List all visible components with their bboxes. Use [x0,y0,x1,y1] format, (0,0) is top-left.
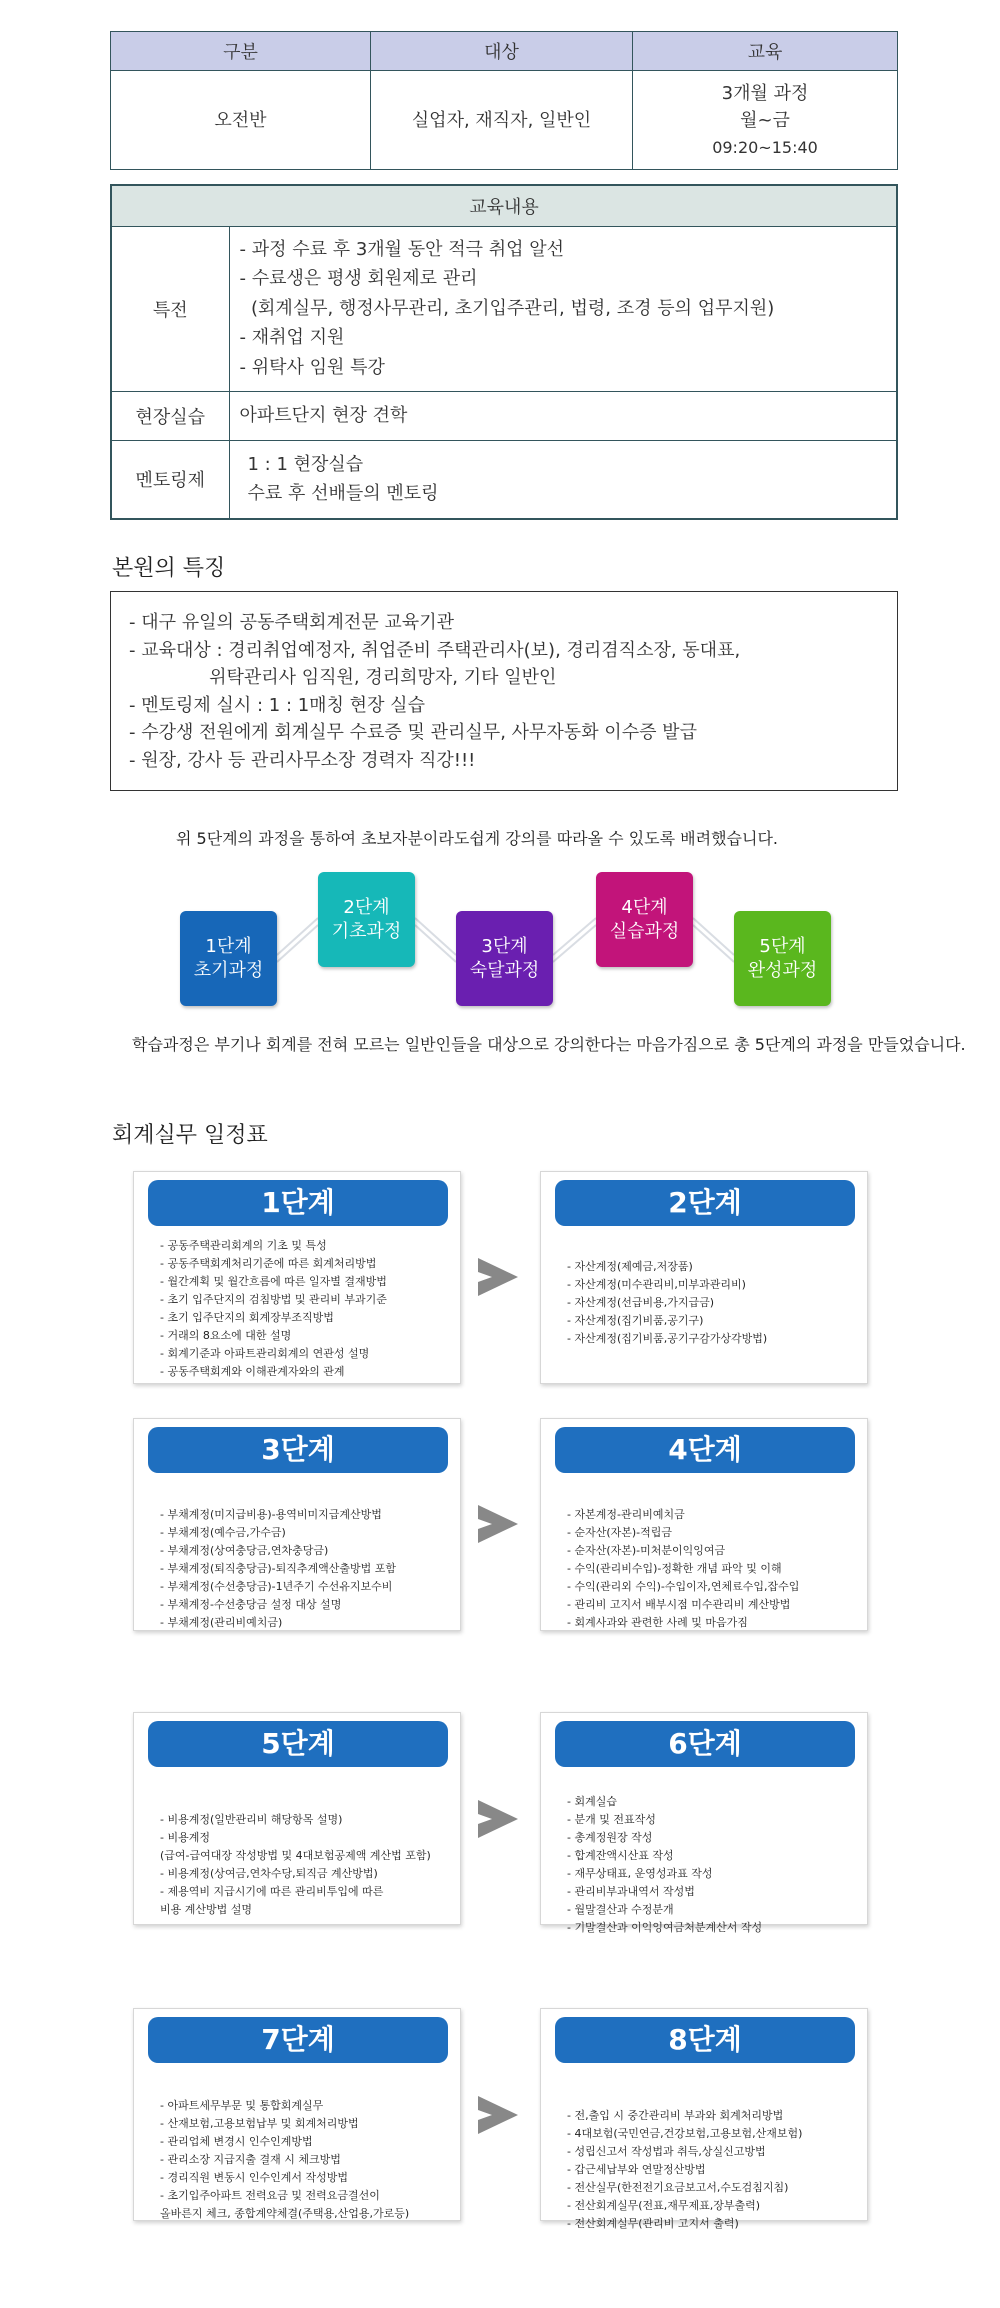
arrow-right-icon [478,1800,518,1838]
features-box [110,591,898,791]
stage-item: - 성립신고서 작성법과 취득,상실신고방법 [567,2145,766,2158]
stage-6-title: 6단계 [555,1721,855,1767]
stage-item: - 자산계정(제예금,저장품) [567,1260,693,1273]
stage-item: - 아파트세무부문 및 통합회계실무 [160,2099,324,2112]
stage-item: - 공동주택회계와 이해관계자와의 관계 [160,1365,345,1378]
row-label-fieldwork: 현장실습 [111,391,229,440]
feature-line: - 수강생 전원에게 회계실무 수료증 및 관리실무, 사무자동화 이수증 발급 [129,722,697,743]
step-2-box [318,872,415,967]
stage-card-8 [540,2008,868,2230]
row-value-benefits [229,226,897,391]
stage-2-title: 2단계 [555,1180,855,1226]
row-value-fieldwork [229,391,897,440]
stage-1-title: 1단계 [148,1180,448,1226]
step-4-label: 실습과정 [609,920,680,942]
stage-item: - 관리비부과내역서 작성법 [567,1885,695,1898]
connector-2-3 [415,918,456,955]
stage-item: - 회계실습 [567,1795,617,1808]
stage-item: - 월간계획 및 월간흐름에 따른 일자별 결재방법 [160,1275,387,1288]
stage-item: - 순자산(자본)-적립금 [567,1526,673,1539]
step-5-number: 5단계 [759,935,806,957]
stage-item: - 자산계정(집기비품,공기구) [567,1314,704,1327]
education-content-table [110,184,898,520]
stage-item: - 초기 입주단지의 회계장부조직방법 [160,1311,334,1324]
fieldwork-line: 아파트단지 현장 견학 [239,404,408,426]
stage-card-2 [540,1171,868,1384]
stage-item: - 순자산(자본)-미처분이익잉여금 [567,1544,726,1557]
stage-item: - 부채계정(미지급비용)-용역비미지급계산방법 [160,1508,382,1521]
stage-card-6 [540,1712,868,1934]
stage-item: - 재무상태표, 운영성과표 작성 [567,1867,713,1880]
step-5-label: 완성과정 [747,959,818,981]
stage-item: - 회계사과와 관련한 사례 및 마음가짐 [567,1616,748,1629]
step-2-label: 기초과정 [331,920,402,942]
stage-8-title: 8단계 [555,2017,855,2063]
connector-4-5 [693,918,734,955]
stage-item: - 초기입주아파트 전력요금 및 전력요금결선이 [160,2189,380,2202]
stage-item: (급여-급여대장 작성방법 및 4대보험공제액 계산법 포함) [160,1849,431,1862]
stage-item: - 분개 및 전표작성 [567,1813,656,1826]
stage-card-3 [133,1418,461,1631]
step-1-label: 초기과정 [193,959,264,981]
stage-card-5 [133,1712,461,1925]
mentoring-line: 수료 후 선배들의 멘토링 [247,483,439,505]
edu-days: 월~금 [740,109,790,131]
benefit-line: - 과정 수료 후 3개월 동안 적극 취업 알선 [239,238,565,260]
stage-item: - 부채계정(수선충당금)-1년주기 수선유지보수비 [160,1580,393,1593]
stage-card-7 [133,2008,461,2221]
cell-type: 오전반 [111,71,371,170]
stage-item: - 총계정원장 작성 [567,1831,653,1844]
stage-item: - 부채계정(관리비예치금) [160,1616,283,1629]
connector-3-4b [553,925,596,962]
stage-item: - 갑근세납부와 연말정산방법 [567,2163,706,2176]
row-value-mentoring [229,440,897,519]
connector-1-2 [277,918,318,955]
stage-item: - 부채계정(퇴직충당금)-퇴직추계액산출방법 포함 [160,1562,397,1575]
stage-item: - 경리직원 변동시 인수인계서 작성방법 [160,2171,348,2184]
stage-item: - 전산회계실무(관리비 고지서 출력) [567,2217,739,2230]
stage-item: - 회계기준과 아파트관리회계의 연관성 설명 [160,1347,370,1360]
header-target: 대상 [371,32,633,71]
connector-2-3b [415,925,456,962]
stage-4-list [567,1506,799,1632]
stage-item: - 4대보험(국민연금,건강보험,고용보험,산재보험) [567,2127,803,2140]
stage-item: - 공동주택회계처리기준에 따른 회계처리방법 [160,1257,377,1270]
stage-1-list [160,1237,387,1381]
arrow-right-icon [478,2096,518,2134]
course-table [110,31,898,170]
stage-4-title: 4단계 [555,1427,855,1473]
stage-7-title: 7단계 [148,2017,448,2063]
feature-line: - 원장, 강사 등 관리사무소장 경력자 직강!!! [129,749,476,771]
stage-item: - 관리비 고지서 배부시점 미수관리비 계산방법 [567,1598,791,1611]
stage-2-list [567,1258,767,1348]
stage-3-list [160,1506,396,1632]
connector-4-5b [693,925,734,962]
stage-item: - 비용계정(일반관리비 해당항목 설명) [160,1813,343,1826]
feature-line: 위탁관리사 임직원, 경리희망자, 기타 일반인 [129,667,557,688]
mentoring-line: 1 : 1 현장실습 [247,453,364,475]
feature-line: - 멘토링제 실시 : 1 : 1매칭 현장 실습 [129,694,425,716]
connector-1-2b [277,925,318,962]
stage-item: 올바른지 체크, 종합계약체결(주택용,산업용,가로등) [160,2207,410,2220]
stage-item: - 부채계정(예수금,가수금) [160,1526,286,1539]
arrow-right-icon [478,1505,518,1543]
step-5-box [734,911,831,1006]
step-3-label: 숙달과정 [469,959,540,981]
step-4-number: 4단계 [621,896,668,918]
steps-caption-bottom: 학습과정은 부기나 회계를 전혀 모르는 일반인들을 대상으로 강의한다는 마음가짐으로 총 5단계의 과정을 만들었습니다. [132,1035,966,1054]
feature-line: - 대구 유일의 공동주택회계전문 교육기관 [129,612,454,633]
stage-8-list [567,2107,802,2233]
stage-item: - 공동주택관리회계의 기초 및 특성 [160,1239,327,1252]
step-3-number: 3단계 [481,935,528,957]
stage-3-title: 3단계 [148,1427,448,1473]
education-content-header: 교육내용 [111,185,897,226]
step-1-number: 1단계 [205,935,252,957]
stage-item: - 부채계정(상여충당금,연차충당금) [160,1544,329,1557]
steps-caption-top: 위 5단계의 과정을 통하여 초보자분이라도쉽게 강의를 따라올 수 있도록 배려했습니다. [176,829,778,848]
stage-item: - 산재보험,고용보험납부 및 회계처리방법 [160,2117,359,2130]
stage-item: - 전,출입 시 중간관리비 부과와 회계처리방법 [567,2109,784,2122]
stage-item: - 비용계정(상여금,연차수당,퇴직금 계산방법) [160,1867,378,1880]
header-type: 구분 [111,32,371,71]
stage-item: - 부채계정-수선충당금 설정 대상 설명 [160,1598,342,1611]
edu-duration: 3개월 과정 [721,82,809,104]
stage-item: - 수익(관리외 수익)-수입이자,연체료수입,잡수입 [567,1580,800,1593]
stage-5-title: 5단계 [148,1721,448,1767]
stage-item: - 자본계정-관리비예치금 [567,1508,685,1521]
stage-item: - 관리소장 지급지출 결재 시 체크방법 [160,2153,341,2166]
connector-3-4 [553,918,596,955]
benefit-line: - 수료생은 평생 회원제로 관리 [239,268,478,290]
schedule-title: 회계실무 일정표 [112,1123,268,1148]
stage-item: - 자산계정(선급비용,가지급금) [567,1296,715,1309]
stage-item: - 월말결산과 수정분개 [567,1903,674,1916]
stage-item: - 자산계정(집기비품,공기구감가상각방법) [567,1332,768,1345]
step-4-box [596,872,693,967]
arrow-right-icon [478,1258,518,1296]
stage-6-list [567,1793,762,1937]
stage-item: - 전산실무(한전전기요금보고서,수도검침지침) [567,2181,789,2194]
stage-item: - 자산계정(미수관리비,미부과관리비) [567,1278,746,1291]
stage-item: - 관리업체 변경시 인수인계방법 [160,2135,313,2148]
row-label-benefits: 특전 [111,226,229,391]
stage-item: - 비용계정 [160,1831,210,1844]
benefit-line: - 위탁사 임원 특강 [239,356,385,378]
cell-target: 실업자, 재직자, 일반인 [371,71,633,170]
stage-card-1 [133,1171,461,1384]
stage-item: - 수익(관리비수입)-정확한 개념 파악 및 이해 [567,1562,782,1575]
benefit-line: (회계실무, 행정사무관리, 초기입주관리, 법령, 조경 등의 업무지원) [239,297,775,319]
stage-item: - 전산회계실무(전표,재무제표,장부출력) [567,2199,761,2212]
cell-education [633,71,898,170]
stage-item: - 기말결산과 이익잉여금처분계산서 작성 [567,1921,763,1934]
features-title: 본원의 특징 [112,556,226,581]
step-1-box [180,911,277,1006]
feature-line: - 교육대상 : 경리취업예정자, 취업준비 주택관리사(보), 경리겸직소장, 동대표, [129,639,741,661]
step-3-box [456,911,553,1006]
stage-item: - 합계잔액시산표 작성 [567,1849,674,1862]
stage-item: 비용 계산방법 설명 [160,1903,253,1916]
stage-item: - 제용역비 지급시기에 따른 관리비투입에 따른 [160,1885,384,1898]
row-label-mentoring: 멘토링제 [111,440,229,519]
edu-hours: 09:20~15:40 [712,137,818,157]
step-2-number: 2단계 [343,896,390,918]
stage-5-list [160,1811,431,1919]
header-education: 교육 [633,32,898,71]
stage-card-4 [540,1418,868,1631]
stage-7-list [160,2097,409,2223]
benefit-line: - 재취업 지원 [239,327,345,349]
stage-item: - 초기 입주단지의 검침방법 및 관리비 부과기준 [160,1293,387,1306]
stage-item: - 거래의 8요소에 대한 설명 [160,1329,292,1342]
